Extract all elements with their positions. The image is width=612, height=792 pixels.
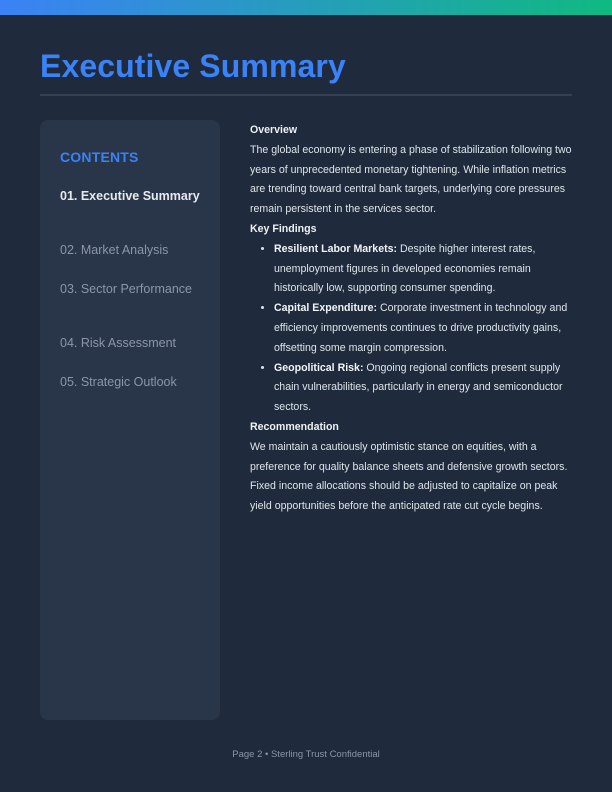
contents-heading: CONTENTS — [60, 149, 139, 165]
finding-text: Ongoing regional conflicts present supply chain vulnerabilities, particularly in energy and semiconductor sectors. — [274, 361, 563, 414]
toc-item-sector-performance[interactable]: 03. Sector Performance — [60, 282, 193, 296]
main-content — [250, 121, 575, 517]
finding-text: Corporate investment in technology and efficiency improvements continues to drive productivity gains, offsetting some margin compression. — [274, 302, 568, 354]
toc-item-risk-assessment[interactable]: 04. Risk Assessment — [60, 336, 177, 350]
finding-text: Despite higher interest rates, unemployment figures in developed economies remain historically low, supporting consumer spending. — [274, 242, 536, 295]
finding-title: Resilient Labor Markets: — [274, 242, 398, 255]
overview-text: The global economy is entering a phase of stabilization following two years of unprecedented monetary tightening. While inflation metrics are trending toward central bank targets, underlying core pressures remain persistent in the services sector. — [250, 143, 572, 216]
page-footer: Page 2 • Sterling Trust Confidential — [232, 749, 380, 760]
finding-item — [274, 359, 575, 418]
top-gradient-bar — [0, 0, 612, 15]
key-findings-list — [250, 240, 575, 418]
contents-sidebar — [40, 120, 220, 720]
finding-title: Capital Expenditure: — [274, 302, 378, 315]
title-divider — [40, 94, 572, 96]
recommendation-heading: Recommendation — [250, 420, 339, 433]
finding-title: Geopolitical Risk: — [274, 361, 364, 374]
toc-item-market-analysis[interactable]: 02. Market Analysis — [60, 243, 169, 257]
toc-item-strategic-outlook[interactable]: 05. Strategic Outlook — [60, 375, 177, 389]
toc-item-executive-summary[interactable]: 01. Executive Summary — [60, 189, 200, 203]
recommendation-text: We maintain a cautiously optimistic stance on equities, with a preference for quality balance sheets and defensive growth sectors. Fixed income allocations should be adjusted to capitalize on peak yield opportunities before the anticipated rate cut cycle begins. — [250, 440, 568, 513]
key-findings-heading: Key Findings — [250, 222, 317, 235]
overview-heading: Overview — [250, 124, 298, 136]
finding-item — [274, 299, 575, 358]
finding-item — [274, 240, 575, 299]
page-title: Executive Summary — [40, 48, 346, 84]
